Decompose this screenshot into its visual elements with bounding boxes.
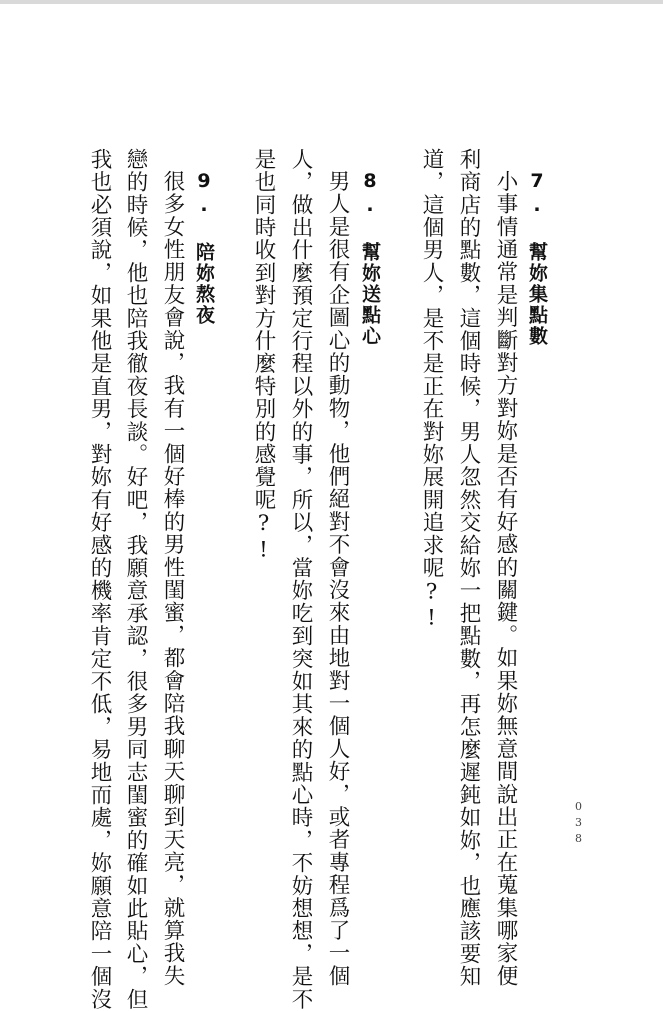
section-8-line-3: 是也同時收到對方什麼特別的感覺呢?! — [251, 148, 276, 564]
section-7-line-1: 小事情通常是判斷對方對妳是否有好感的關鍵。如果妳無意間說出正在蒐集哪家便 — [493, 170, 518, 988]
section-9-line-3: 我也必須說，如果他是直男，對妳有好感的機率肯定不低，易地而處，妳願意陪一個沒 — [87, 148, 112, 1011]
section-7-line-2: 利商店的點數，這個時候，男人忽然交給妳一把點數，再怎麼遲鈍如妳，也應該要知 — [456, 148, 481, 988]
section-heading-9: 9. 陪妳熬夜 — [193, 170, 215, 326]
section-7-line-3: 道，這個男人，是不是正在對妳展開追求呢?! — [419, 148, 444, 632]
page-top-edge — [0, 0, 663, 4]
section-8-line-2: 人，做出什麼預定行程以外的事，所以，當妳吃到突如其來的點心時，不妨想想，是不 — [288, 148, 313, 1011]
section-heading-8: 8. 幫妳送點心 — [359, 170, 381, 347]
section-heading-7: 7. 幫妳集點數 — [526, 170, 548, 347]
page-number: 038 — [572, 800, 585, 848]
section-9-line-2: 戀的時候，他也陪我徹夜長談。好吧，我願意承認，很多男同志閨蜜的確如此貼心，但 — [123, 148, 148, 1011]
section-9-line-1: 很多女性朋友會說，我有一個好棒的男性閨蜜，都會陪我聊天聊到天亮，就算我失 — [160, 170, 185, 988]
section-8-line-1: 男人是很有企圖心的動物，他們絕對不會沒來由地對一個人好，或者專程爲了一個 — [325, 170, 350, 988]
